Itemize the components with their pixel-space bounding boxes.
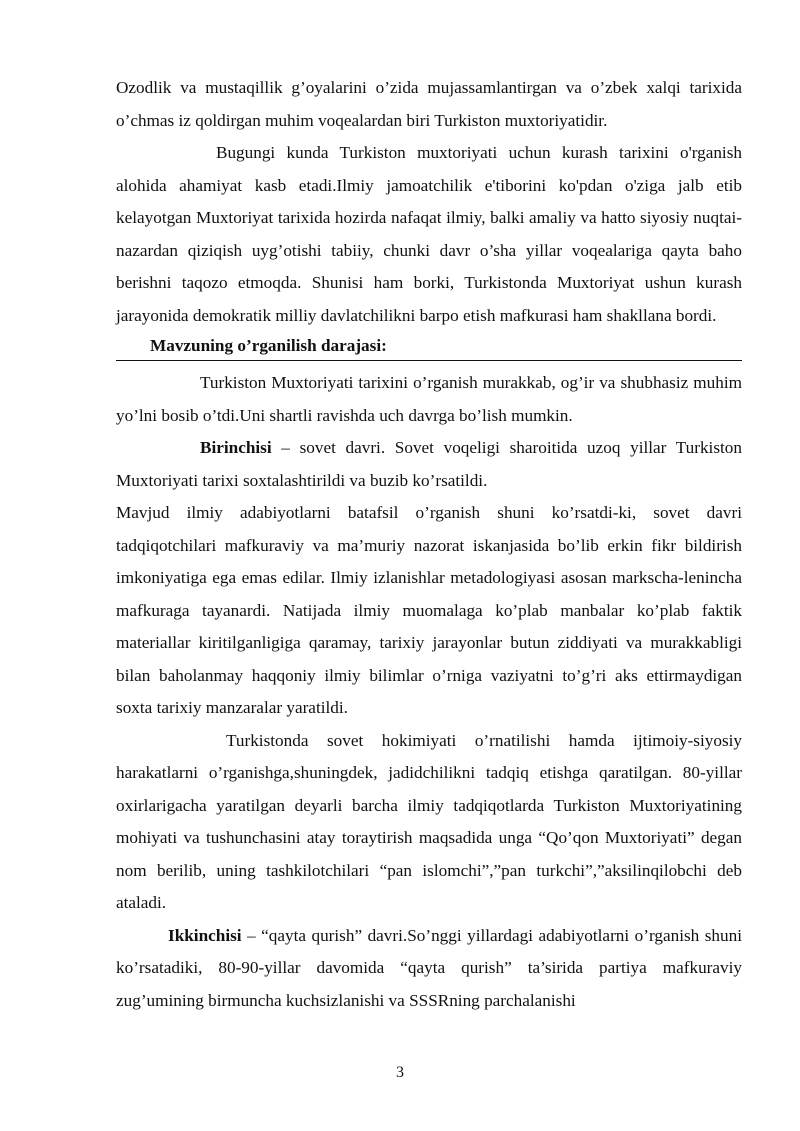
- first-period-text: – sovet davri. Sovet voqeligi sharoitida uzoq yillar Turkiston Muxtoriyati tarixi soxtalashtirildi va buzib ko’rsatildi.: [116, 438, 742, 490]
- first-period-label: Birinchisi: [200, 438, 272, 457]
- paragraph-soviet-power: Turkistonda sovet hokimiyati o’rnatilishi hamda ijtimoiy-siyosiy harakatlarni o’rganishga,shuningdek, jadidchilikni tadqiq etishga qaratilgan. 80-yillar oxirlarigacha yaratilgan deyarli barcha ilmiy tadqiqotlarda Turkiston Muxtoriyatining mohiyati va tushunchasini atay toraytirish maqsadida unga “Qo’qon Muxtoriyati” degan nom berilib, uning tashkilotchilari “pan islomchi”,”pan turkchi”,”aksilinqilobchi deb ataladi.: [116, 730, 742, 912]
- paragraph-study-path: Turkiston Muxtoriyati tarixini o’rganish murakkab, og’ir va shubhasiz muhim yo’lni bosib o’tdi.Uni shartli ravishda uch davrga bo’lish mumkin.: [116, 373, 742, 425]
- paragraph-second-period: [116, 920, 742, 1018]
- page-number: 3: [396, 1064, 404, 1081]
- paragraph-first-period: [116, 432, 742, 497]
- section-heading: Mavzuning o’rganilish darajasi:: [116, 332, 742, 361]
- document-body: [116, 72, 742, 1017]
- paragraph-importance: Bugungi kunda Turkiston muxtoriyati uchun kurash tarixini o'rganish alohida ahamiyat kasb etadi.Ilmiy jamoatchilik e'tiborini ko'pdan o'ziga jalb etib kelayotgan Muxtoriyat tarixida hozirda nafaqat ilmiy, balki amaliy va hatto siyosiy nuqtai-nazardan qiziqish uyg’otishi tabiiy, chunki davr o’sha yillar voqealariga qayta baho berishni taqozo etmoqda. Shunisi ham borki, Turkistonda Muxtoriyat ushun kurash jarayonida demokratik milliy davlatchilikni barpo etish mafkurasi ham shakllana bordi.: [116, 143, 742, 325]
- paragraph-soviet-research: Mavjud ilmiy adabiyotlarni batafsil o’rganish shuni ko’rsatdi-ki, sovet davri tadqiqotchilari mafkuraviy va ma’muriy nazorat iskanjasida bo’lib erkin fikr bildirish imkoniyatiga ega emas edilar. Ilmiy izlanishlar metadologiyasi asosan markscha-lenincha mafkuraga tayanardi. Natijada ilmiy muomalaga ko’plab manbalar ko’plab faktik materiallar kiritilganligiga qaramay, tarixiy jarayonlar butun ziddiyati va murakkabligi bilan baholanmay haqqoniy ilmiy bilimlar o’rniga vaziyatni to’g’ri aks ettirmaydigan soxta tarixiy manzaralar yaratildi.: [116, 503, 742, 717]
- second-period-label: Ikkinchisi: [168, 925, 242, 945]
- second-period-text: – “qayta qurish” davri.So’nggi yillardagi adabiyotlarni o’rganish shuni ko’rsatadiki, 80-90-yillar davomida “qayta qurish” ta’sirida partiya mafkuraviy zug’umining birmuncha kuchsizlanishi va SSSRning parchalanishi: [116, 925, 742, 1010]
- paragraph-intro: Ozodlik va mustaqillik g’oyalarini o’zida mujassamlantirgan va o’zbek xalqi tarixida o’chmas iz qoldirgan muhim voqealardan biri Turkiston muxtoriyatidir.: [116, 78, 742, 130]
